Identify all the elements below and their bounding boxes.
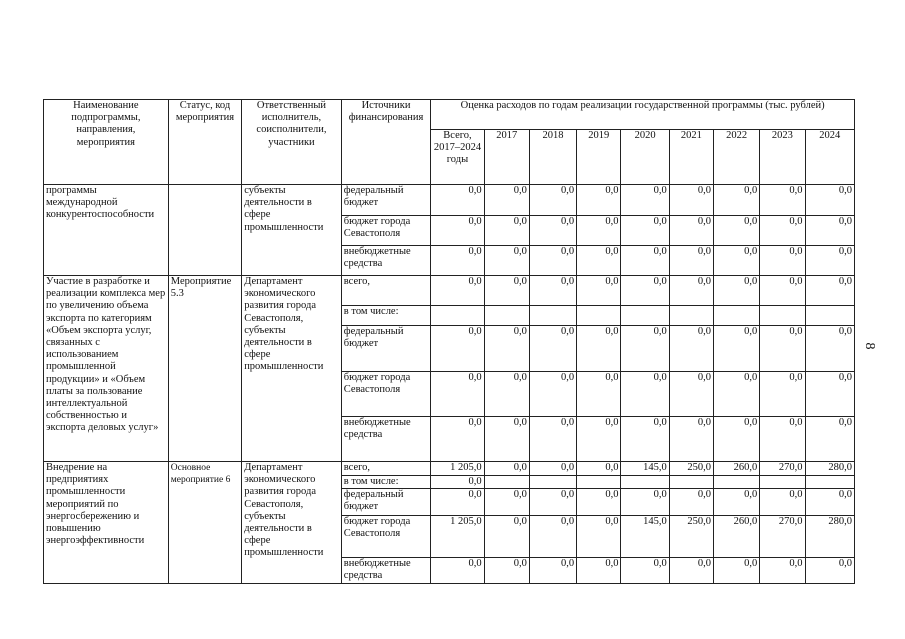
header-year-2021: 2021: [669, 130, 713, 185]
year-value-2018: 0,0: [529, 417, 576, 462]
funding-source: федеральный бюджет: [341, 185, 431, 216]
year-value-2023: [760, 306, 805, 326]
year-value-2022: 0,0: [713, 326, 759, 372]
year-value-2017: 0,0: [484, 372, 529, 417]
funding-source: в том числе:: [341, 306, 431, 326]
funding-source: внебюджетные средства: [341, 246, 431, 276]
year-value-2023: 0,0: [760, 558, 805, 584]
page-number: 8: [862, 342, 877, 350]
header-status: Статус, код мероприятия: [168, 100, 241, 185]
year-value-2019: 0,0: [577, 372, 621, 417]
activity-status: Мероприятие 5.3: [168, 276, 241, 462]
year-value-2017: [484, 476, 529, 489]
year-value-2022: [713, 476, 759, 489]
total-value: [431, 306, 484, 326]
year-value-2023: 0,0: [760, 216, 805, 246]
year-value-2023: 0,0: [760, 246, 805, 276]
year-value-2022: [713, 306, 759, 326]
year-value-2019: [577, 476, 621, 489]
total-value: 0,0: [431, 326, 484, 372]
header-estimate: Оценка расходов по годам реализации государственной программы (тыс. рублей): [431, 100, 855, 130]
year-value-2018: 0,0: [529, 489, 576, 516]
year-value-2017: 0,0: [484, 276, 529, 306]
year-value-2021: 0,0: [669, 246, 713, 276]
year-value-2023: 0,0: [760, 326, 805, 372]
header-year-2020: 2020: [621, 130, 669, 185]
total-value: 0,0: [431, 246, 484, 276]
year-value-2024: 280,0: [805, 516, 854, 558]
year-value-2022: 260,0: [713, 462, 759, 476]
year-value-2019: 0,0: [577, 246, 621, 276]
year-value-2020: 0,0: [621, 489, 669, 516]
funding-source: внебюджетные средства: [341, 417, 431, 462]
header-year-2022: 2022: [713, 130, 759, 185]
table-row: [44, 462, 855, 476]
activity-name: Внедрение на предприятиях промышленности мероприятий по энергосбережению и повышению энергоэффективности: [44, 462, 169, 584]
table-row: [44, 185, 855, 216]
funding-source: бюджет города Севастополя: [341, 216, 431, 246]
activity-name: программы международной конкурентоспособности: [44, 185, 169, 276]
total-value: 0,0: [431, 489, 484, 516]
year-value-2019: 0,0: [577, 216, 621, 246]
year-value-2020: 0,0: [621, 185, 669, 216]
funding-source: бюджет города Севастополя: [341, 516, 431, 558]
year-value-2017: 0,0: [484, 516, 529, 558]
total-value: 0,0: [431, 372, 484, 417]
year-value-2017: 0,0: [484, 246, 529, 276]
year-value-2021: 0,0: [669, 372, 713, 417]
year-value-2021: 0,0: [669, 276, 713, 306]
total-value: 0,0: [431, 476, 484, 489]
year-value-2024: 0,0: [805, 276, 854, 306]
header-year-2018: 2018: [529, 130, 576, 185]
year-value-2021: 0,0: [669, 558, 713, 584]
year-value-2021: 250,0: [669, 516, 713, 558]
year-value-2017: 0,0: [484, 558, 529, 584]
year-value-2023: 0,0: [760, 185, 805, 216]
year-value-2017: 0,0: [484, 326, 529, 372]
year-value-2019: 0,0: [577, 326, 621, 372]
activity-responsible: Департамент экономического развития города Севастополя, субъекты деятельности в сфере промышленности: [242, 276, 342, 462]
year-value-2021: 0,0: [669, 417, 713, 462]
year-value-2021: 0,0: [669, 489, 713, 516]
year-value-2022: 0,0: [713, 185, 759, 216]
year-value-2019: 0,0: [577, 516, 621, 558]
year-value-2024: 0,0: [805, 417, 854, 462]
year-value-2023: 0,0: [760, 489, 805, 516]
year-value-2020: 0,0: [621, 558, 669, 584]
funding-source: внебюджетные средства: [341, 558, 431, 584]
year-value-2023: 270,0: [760, 462, 805, 476]
year-value-2017: [484, 306, 529, 326]
year-value-2017: 0,0: [484, 462, 529, 476]
year-value-2017: 0,0: [484, 489, 529, 516]
year-value-2020: 0,0: [621, 276, 669, 306]
year-value-2018: 0,0: [529, 558, 576, 584]
activity-name: Участие в разработке и реализации комплекса мер по увеличению объема экспорта по категориям «Объем экспорта услуг, связанных с использованием промышленной продукции» и «Объем платы за пользование интеллектуальной собственностью и экспорта деловых услуг»: [44, 276, 169, 462]
year-value-2018: 0,0: [529, 516, 576, 558]
total-value: 0,0: [431, 216, 484, 246]
header-year-2024: 2024: [805, 130, 854, 185]
header-year-2017: 2017: [484, 130, 529, 185]
year-value-2019: [577, 306, 621, 326]
year-value-2020: 145,0: [621, 462, 669, 476]
year-value-2023: 0,0: [760, 417, 805, 462]
year-value-2021: 0,0: [669, 185, 713, 216]
year-value-2020: [621, 306, 669, 326]
activity-status: Основное мероприятие 6: [168, 462, 241, 584]
funding-source: в том числе:: [341, 476, 431, 489]
year-value-2018: 0,0: [529, 372, 576, 417]
year-value-2022: 0,0: [713, 276, 759, 306]
year-value-2022: 0,0: [713, 216, 759, 246]
year-value-2021: 0,0: [669, 216, 713, 246]
year-value-2017: 0,0: [484, 216, 529, 246]
header-year-2023: 2023: [760, 130, 805, 185]
year-value-2019: 0,0: [577, 417, 621, 462]
year-value-2022: 0,0: [713, 558, 759, 584]
year-value-2019: 0,0: [577, 462, 621, 476]
year-value-2022: 0,0: [713, 489, 759, 516]
year-value-2024: 280,0: [805, 462, 854, 476]
total-value: 0,0: [431, 276, 484, 306]
header-sources: Источники финансирования: [341, 100, 431, 185]
year-value-2024: 0,0: [805, 326, 854, 372]
year-value-2020: 0,0: [621, 246, 669, 276]
total-value: 0,0: [431, 417, 484, 462]
year-value-2018: 0,0: [529, 246, 576, 276]
year-value-2019: 0,0: [577, 185, 621, 216]
header-total: Всего, 2017–2024 годы: [431, 130, 484, 185]
year-value-2018: 0,0: [529, 185, 576, 216]
total-value: 0,0: [431, 558, 484, 584]
year-value-2020: 145,0: [621, 516, 669, 558]
year-value-2020: 0,0: [621, 417, 669, 462]
year-value-2021: [669, 306, 713, 326]
year-value-2024: 0,0: [805, 216, 854, 246]
year-value-2023: 270,0: [760, 516, 805, 558]
year-value-2019: 0,0: [577, 276, 621, 306]
year-value-2023: 0,0: [760, 276, 805, 306]
year-value-2024: 0,0: [805, 185, 854, 216]
funding-source: федеральный бюджет: [341, 489, 431, 516]
year-value-2023: 0,0: [760, 372, 805, 417]
activity-status: [168, 185, 241, 276]
year-value-2019: 0,0: [577, 558, 621, 584]
year-value-2021: [669, 476, 713, 489]
year-value-2019: 0,0: [577, 489, 621, 516]
year-value-2018: 0,0: [529, 462, 576, 476]
header-year-2019: 2019: [577, 130, 621, 185]
activity-responsible: Департамент экономического развития города Севастополя, субъекты деятельности в сфере промышленности: [242, 462, 342, 584]
total-value: 0,0: [431, 185, 484, 216]
year-value-2017: 0,0: [484, 185, 529, 216]
year-value-2024: 0,0: [805, 372, 854, 417]
year-value-2021: 250,0: [669, 462, 713, 476]
year-value-2018: [529, 476, 576, 489]
budget-table: [43, 99, 855, 584]
year-value-2020: [621, 476, 669, 489]
year-value-2023: [760, 476, 805, 489]
year-value-2020: 0,0: [621, 216, 669, 246]
year-value-2024: 0,0: [805, 558, 854, 584]
year-value-2017: 0,0: [484, 417, 529, 462]
funding-source: всего,: [341, 276, 431, 306]
total-value: 1 205,0: [431, 462, 484, 476]
year-value-2021: 0,0: [669, 326, 713, 372]
year-value-2018: 0,0: [529, 326, 576, 372]
activity-responsible: субъекты деятельности в сфере промышленности: [242, 185, 342, 276]
year-value-2018: [529, 306, 576, 326]
year-value-2024: 0,0: [805, 489, 854, 516]
table-row: [44, 276, 855, 306]
funding-source: бюджет города Севастополя: [341, 372, 431, 417]
year-value-2022: 0,0: [713, 246, 759, 276]
year-value-2024: 0,0: [805, 246, 854, 276]
year-value-2020: 0,0: [621, 372, 669, 417]
year-value-2018: 0,0: [529, 216, 576, 246]
year-value-2022: 260,0: [713, 516, 759, 558]
header-name: Наименование подпрограммы, направления, мероприятия: [44, 100, 169, 185]
year-value-2020: 0,0: [621, 326, 669, 372]
total-value: 1 205,0: [431, 516, 484, 558]
year-value-2022: 0,0: [713, 417, 759, 462]
year-value-2018: 0,0: [529, 276, 576, 306]
funding-source: федеральный бюджет: [341, 326, 431, 372]
header-responsible: Ответственный исполнитель, соисполнители, участники: [242, 100, 342, 185]
year-value-2024: [805, 476, 854, 489]
year-value-2024: [805, 306, 854, 326]
funding-source: всего,: [341, 462, 431, 476]
year-value-2022: 0,0: [713, 372, 759, 417]
